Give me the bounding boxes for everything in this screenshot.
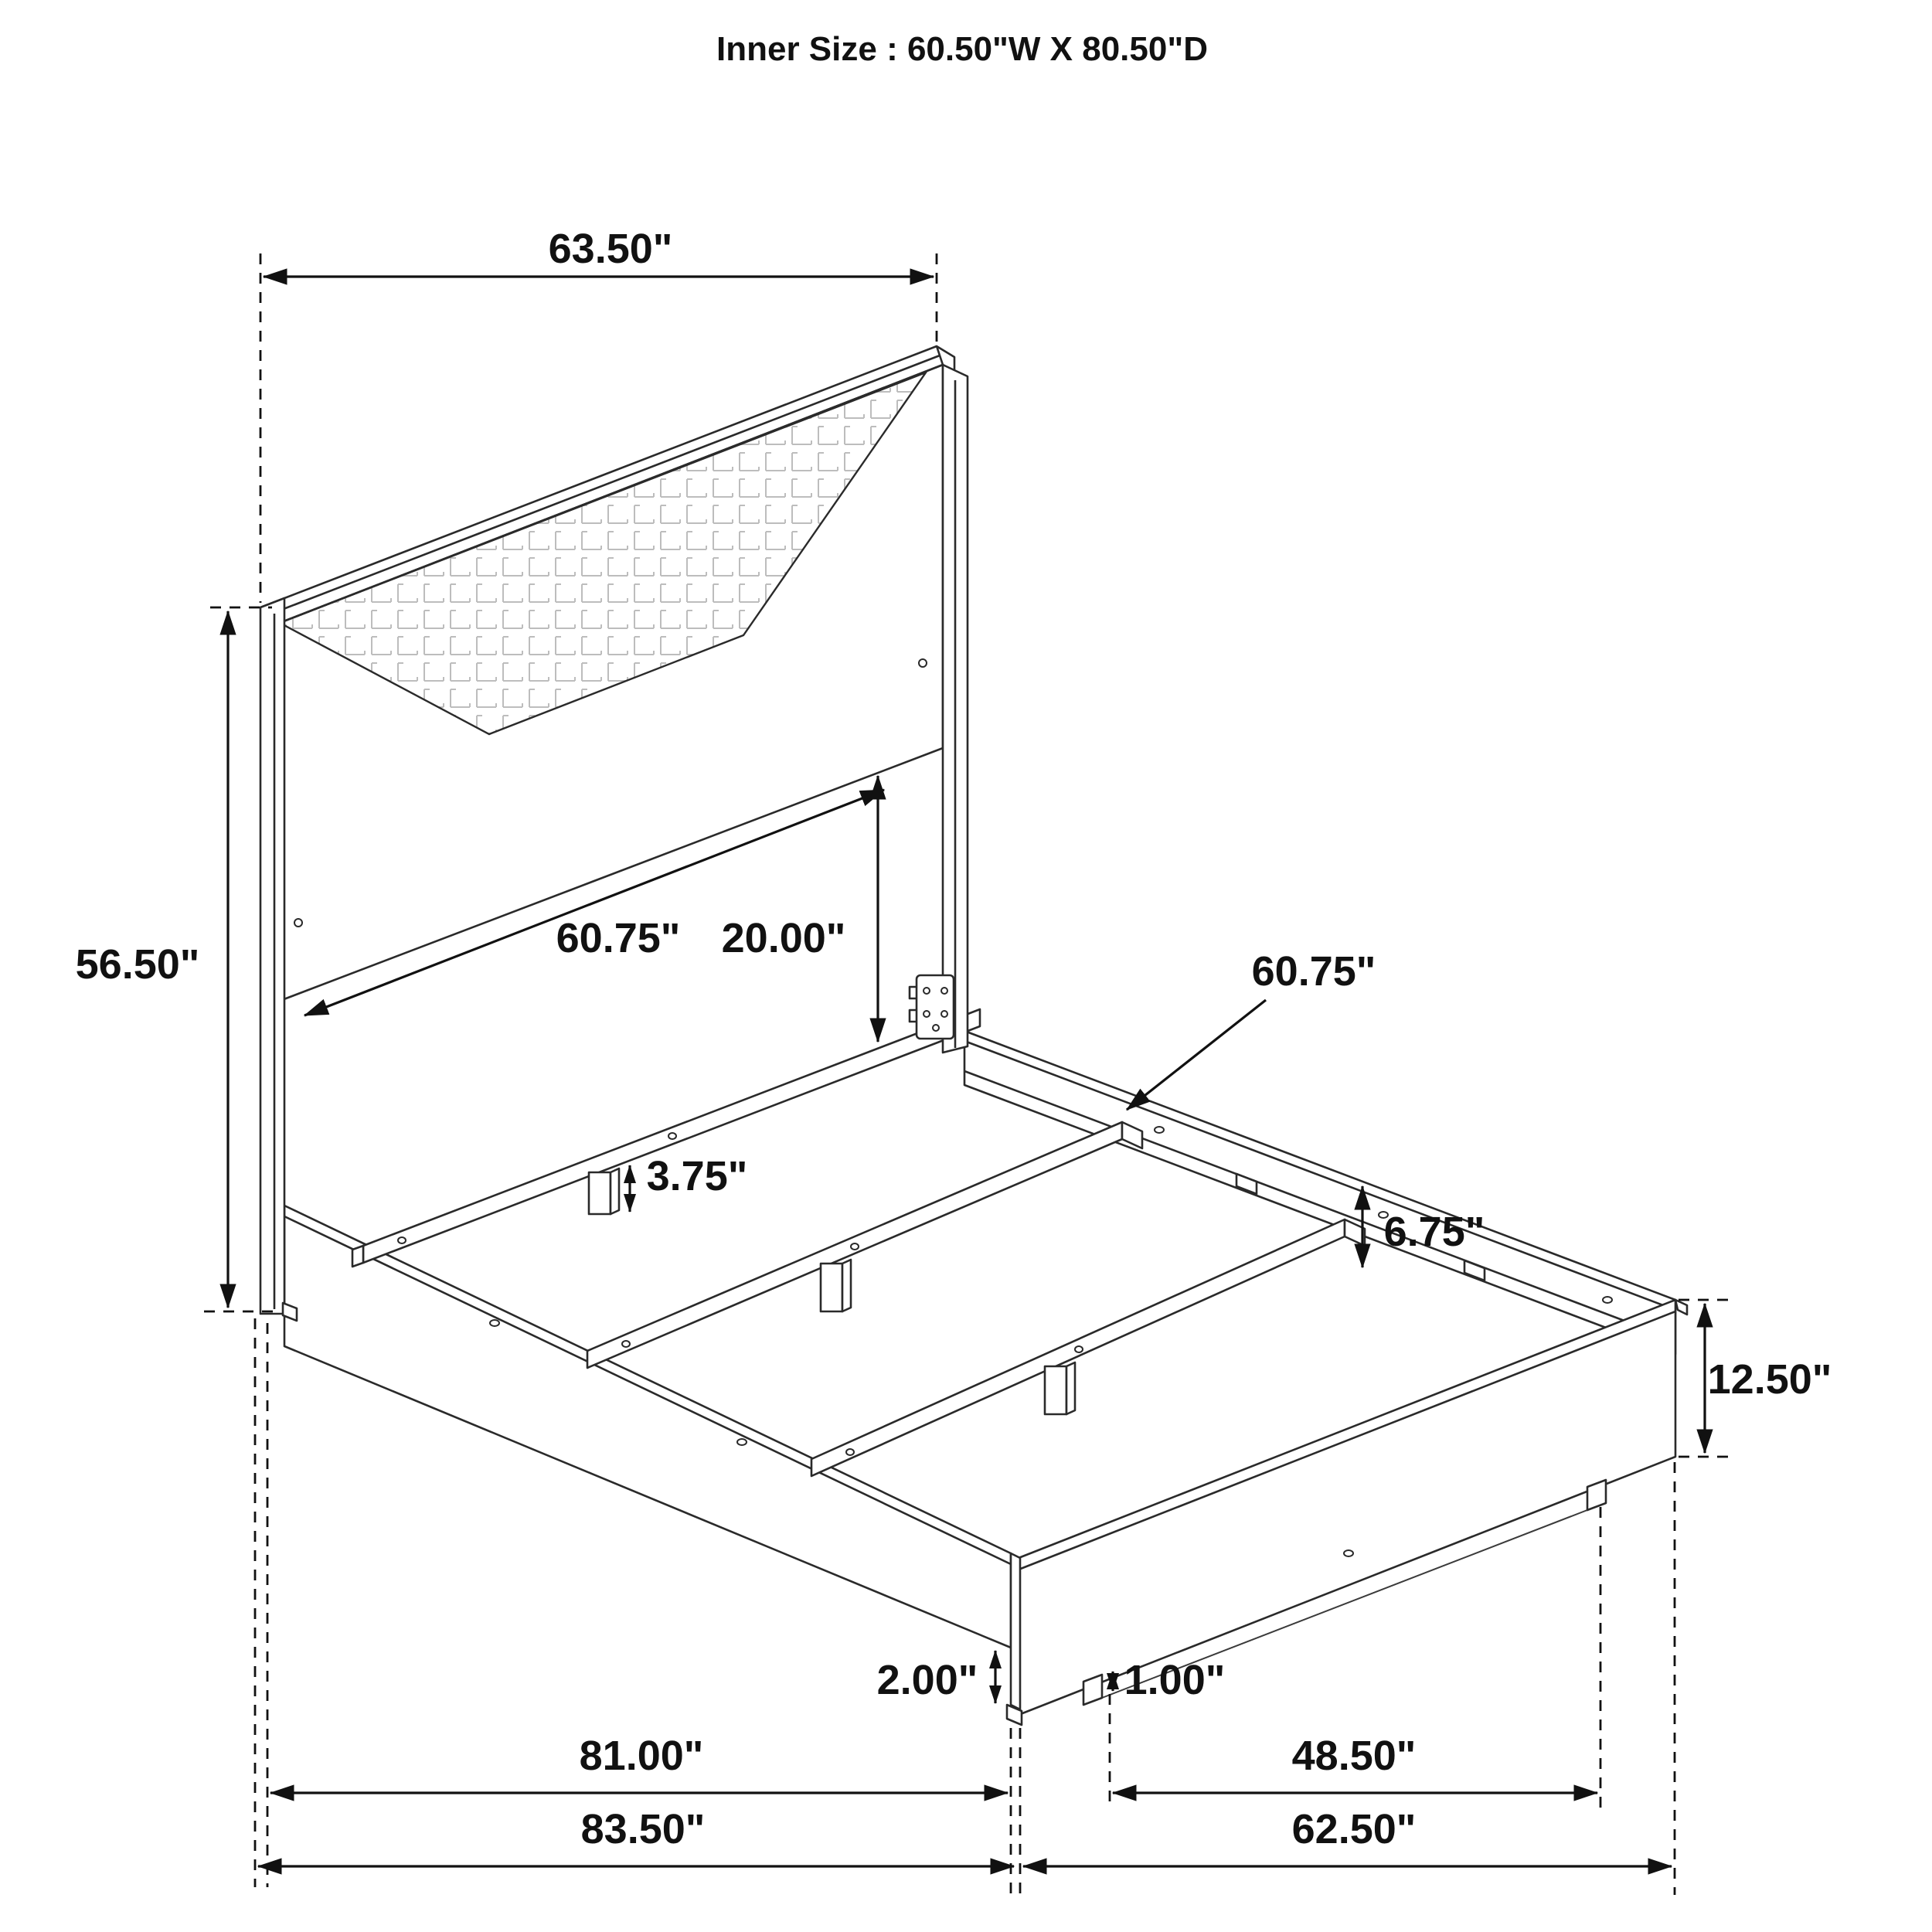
dim-label-headboard-height: 56.50" bbox=[75, 941, 200, 988]
dim-label-slat-length: 60.75" bbox=[1251, 948, 1376, 995]
dim-slat-length bbox=[1127, 948, 1376, 1110]
dim-label-footboard-height: 12.50" bbox=[1707, 1356, 1832, 1403]
dim-label-headboard-width: 63.50" bbox=[548, 226, 673, 272]
dim-foot-leg-span bbox=[1113, 1733, 1597, 1793]
page-title: Inner Size : 60.50"W X 80.50"D bbox=[716, 30, 1208, 68]
slat-leg-2 bbox=[821, 1260, 851, 1311]
dim-overall-length bbox=[258, 1806, 1014, 1866]
left-side-rail bbox=[284, 1206, 1022, 1725]
dim-label-panel-rail-gap: 20.00" bbox=[721, 915, 846, 961]
slat-leg-3 bbox=[1045, 1362, 1075, 1414]
dim-label-headboard-panel-width: 60.75" bbox=[556, 915, 681, 961]
dim-foot-base-height bbox=[1113, 1657, 1225, 1703]
side-rail-foot-corner bbox=[1011, 1553, 1020, 1709]
dim-label-foot-leg-span: 48.50" bbox=[1291, 1733, 1417, 1779]
dim-label-rail-inner-height: 6.75" bbox=[1383, 1209, 1485, 1255]
dim-label-side-rail-length: 81.00" bbox=[579, 1733, 704, 1779]
foot-rail bbox=[1019, 1300, 1687, 1715]
dim-label-overall-length: 83.50" bbox=[580, 1806, 706, 1852]
dim-headboard-height bbox=[76, 607, 278, 1311]
dim-overall-width bbox=[1023, 1806, 1672, 1866]
rail-bracket bbox=[910, 975, 954, 1039]
dim-side-rail-foot-height bbox=[877, 1651, 995, 1703]
dim-slat-leg-height bbox=[630, 1153, 747, 1212]
slat-leg-1 bbox=[589, 1168, 619, 1214]
dim-label-overall-width: 62.50" bbox=[1291, 1806, 1417, 1852]
dim-label-slat-leg-height: 3.75" bbox=[646, 1153, 748, 1199]
right-side-rail bbox=[964, 1031, 1675, 1354]
headboard-post-right bbox=[943, 365, 968, 1053]
dim-label-side-rail-foot-height: 2.00" bbox=[876, 1657, 978, 1703]
dim-side-rail-length bbox=[270, 1733, 1008, 1793]
dim-label-foot-base-height: 1.00" bbox=[1124, 1657, 1226, 1703]
dim-footboard-height bbox=[1679, 1300, 1832, 1457]
